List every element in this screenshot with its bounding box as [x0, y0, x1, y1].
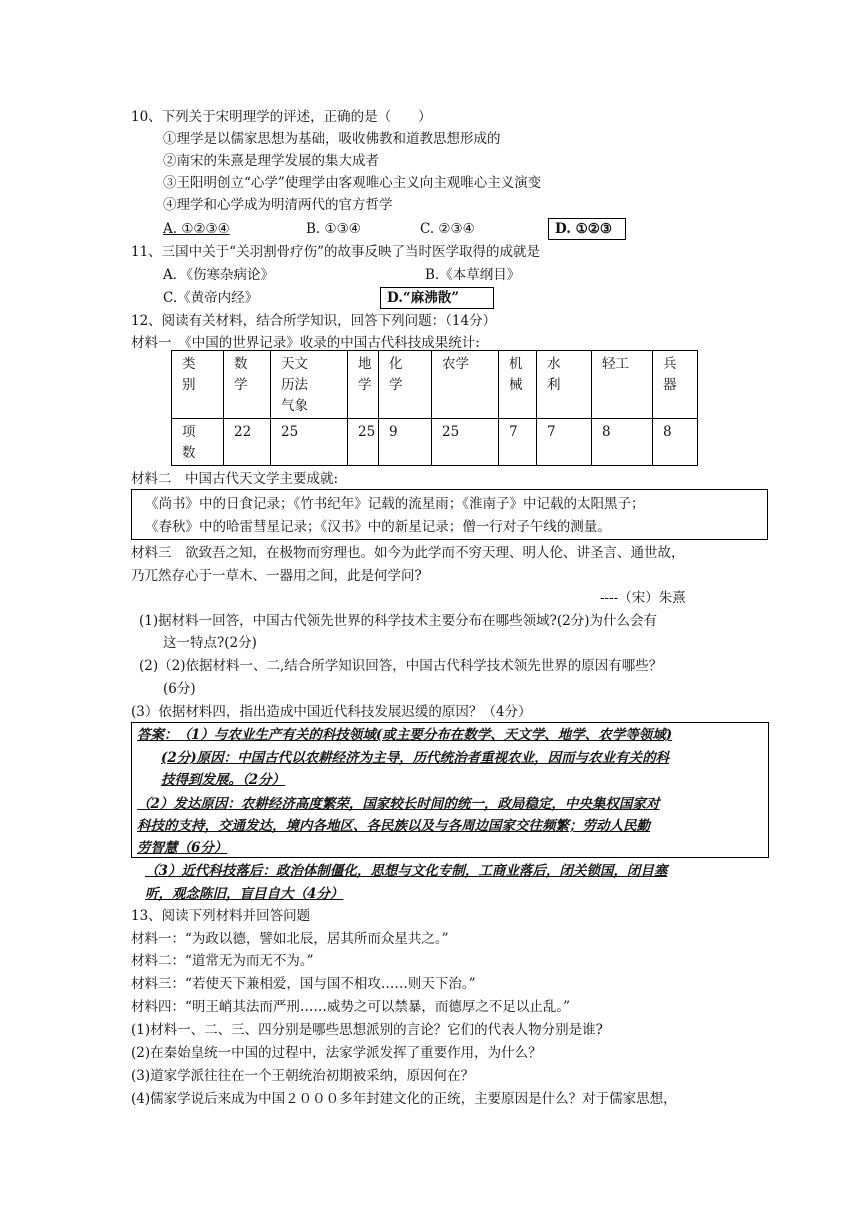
table-cell: 25: [348, 419, 379, 466]
q10-item-4: ④理学和心学成为明清两代的官方哲学: [163, 197, 393, 213]
table-header-cell: 地学: [348, 351, 379, 419]
material3-source: ----（宋）朱熹: [600, 590, 686, 606]
table-cell: 25: [271, 419, 348, 466]
table-cell: 9: [379, 419, 432, 466]
q11-option-d: D.“麻沸散”: [380, 287, 494, 309]
q11-stem: 11、三国中关于“关羽割骨疗伤”的故事反映了当时医学取得的成就是: [131, 244, 540, 260]
tech-stats-table: [171, 350, 698, 466]
q10-option-b: B. ①③④: [306, 221, 361, 237]
material3-line-2: 乃兀然存心于一草木、一器用之间，此是何学问?: [131, 568, 422, 584]
table-cell: 8: [653, 419, 698, 466]
q12-question-2-cont: (6分): [163, 681, 196, 697]
table-cell: 22: [224, 419, 271, 466]
q10-stem: 10、下列关于宋明理学的评述，正确的是（ ）: [131, 109, 432, 125]
q10-option-c: C. ②③④: [420, 221, 475, 237]
q12-stem: 12、阅读有关材料，结合所学知识，回答下列问题：（14分）: [131, 313, 497, 329]
q13-question-4: (4)儒家学说后来成为中国２０００多年封建文化的正统，主要原因是什么？对于儒家思想，: [131, 1091, 677, 1107]
table-header-cell: 类别: [172, 351, 224, 419]
q13-question-3: (3)道家学派往往在一个王朝统治初期被采纳，原因何在？: [131, 1068, 475, 1084]
table-header-cell: 水利: [537, 351, 592, 419]
table-cell: 25: [432, 419, 499, 466]
q12-question-3: (3）依据材料四，指出造成中国近代科技发展迟缓的原因？（4分）: [131, 704, 532, 720]
q10-option-a: A. ①②③④: [163, 221, 230, 237]
q13-material-3: 材料三：“若使天下兼相爱，国与国不相攻……则天下治。”: [131, 976, 476, 992]
table-cell: 7: [537, 419, 592, 466]
answer-line-1: 答案：（1）与农业生产有关的科技领域(或主要分布在数学、天文学、地学、农学等领域): [137, 727, 673, 743]
q12-question-2: (2)（2)依据材料一、二,结合所学知识回答，中国古代科学技术领先世界的原因有哪些？: [139, 658, 663, 674]
q10-item-1: ①理学是以儒家思想为基础，吸收佛教和道教思想形成的: [163, 131, 501, 147]
table-header-cell: 兵器: [653, 351, 698, 419]
q10-item-3: ③王阳明创立“心学”使理学由客观唯心主义向主观唯心主义演变: [163, 175, 542, 191]
q13-question-1: (1)材料一、二、三、四分别是哪些思想派别的言论？它们的代表人物分别是谁?: [131, 1022, 603, 1038]
table-header-row: [172, 351, 698, 419]
q13-material-4: 材料四：“明王峭其法而严刑……威势之可以禁暴，而德厚之不足以止乱。”: [131, 999, 571, 1015]
answer-line-6: 劳智慧（6分）: [137, 840, 228, 856]
answer-line-7: （3）近代科技落后：政治体制僵化，思想与文化专制，工商业落后，闭关锁国，闭目塞: [145, 863, 668, 879]
answer-line-5: 科技的支持，交通发达，境内各地区、各民族以及与各周边国家交往频繁；劳动人民勤: [137, 818, 650, 834]
q13-material-1: 材料一：“为政以德，譬如北辰，居其所而众星共之。”: [131, 931, 449, 947]
q12-material1-title: 材料一 《中国的世界记录》收录的中国古代科技成果统计:: [131, 335, 480, 351]
table-header-cell: 化学: [379, 351, 432, 419]
q11-option-b: B.《本草纲目》: [425, 267, 521, 283]
table-header-cell: 轻工: [592, 351, 653, 419]
q11-option-a: A．《伤寒杂病论》: [163, 267, 274, 283]
answer-line-2: (2分)原因：中国古代以农耕经济为主导，历代统治者重视农业，因而与农业有关的科: [161, 750, 670, 766]
table-header-cell: 机械: [499, 351, 537, 419]
q13-question-2: (2)在秦始皇统一中国的过程中，法家学派发挥了重要作用，为什么？: [131, 1045, 542, 1061]
table-header-cell: 数学: [224, 351, 271, 419]
answer-line-8: 听，观念陈旧，盲目自大（4分）: [145, 886, 344, 902]
table-cell: 8: [592, 419, 653, 466]
material2-line-1: 《尚书》中的日食记录；《竹书纪年》记载的流星雨；《淮南子》中记载的太阳黑子；: [145, 496, 645, 512]
q10-item-2: ②南宋的朱熹是理学发展的集大成者: [163, 153, 379, 169]
table-cell: 7: [499, 419, 537, 466]
material3-line-1: 材料三 欲致吾之知，在极物而穷理也。如今为此学而不穷天理、明人伦、讲圣言、通世故，: [131, 545, 685, 561]
q12-question-1-cont: 这一特点?(2分): [163, 635, 257, 651]
table-row: [172, 419, 698, 466]
table-cell: 项数: [172, 419, 224, 466]
table-header-cell: 天文历法气象: [271, 351, 348, 419]
q12-question-1: (1)据材料一回答，中国古代领先世界的科学技术主要分布在哪些领域?(2分)为什么会有: [139, 613, 657, 629]
q13-stem: 13、阅读下列材料并回答问题: [131, 908, 311, 924]
material2-line-2: 《春秋》中的哈雷彗星记录；《汉书》中的新星记录；僧一行对子午线的测量。: [145, 519, 611, 535]
q11-option-c: C.《黄帝内经》: [163, 290, 259, 306]
q10-option-d: D. ①②③: [548, 218, 626, 240]
q13-material-2: 材料二：“道常无为而无不为。”: [131, 953, 314, 969]
q12-material2-title: 材料二 中国古代天文学主要成就:: [131, 471, 339, 487]
answer-line-4: （2）发达原因：农耕经济高度繁荣，国家较长时间的统一，政局稳定，中央集权国家对: [137, 796, 660, 812]
table-header-cell: 农学: [432, 351, 499, 419]
answer-line-3: 技得到发展。（2分）: [161, 772, 286, 788]
